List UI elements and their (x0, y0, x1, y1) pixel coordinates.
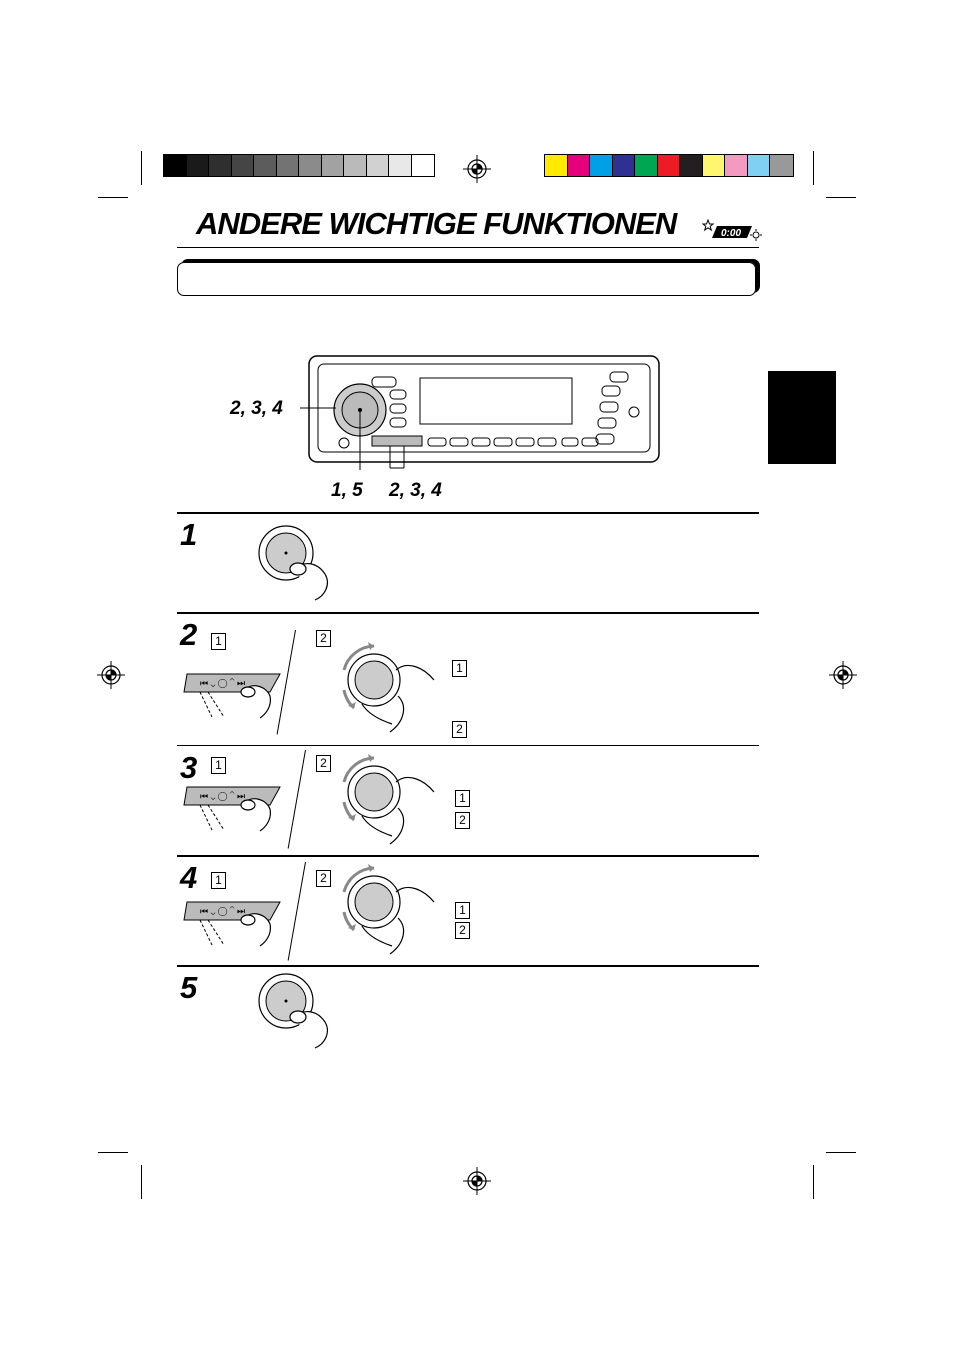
page-title: ANDERE WICHTIGE FUNKTIONEN (196, 206, 677, 241)
clock-display-icon (702, 218, 762, 242)
sub-step-reference: 2 (455, 922, 470, 939)
color-swatch (412, 155, 435, 176)
color-swatch (367, 155, 390, 176)
button-press-illustration (182, 775, 282, 835)
color-swatch (590, 155, 613, 176)
color-swatch (635, 155, 658, 176)
step-divider (177, 745, 759, 746)
step-divider (177, 612, 759, 614)
sub-step-marker: 1 (211, 757, 226, 774)
car-stereo-diagram (300, 350, 665, 470)
sub-step-marker: 1 (211, 633, 226, 650)
crop-mark (98, 197, 128, 198)
color-swatch (703, 155, 726, 176)
callout-select-buttons-steps: 2, 3, 4 (389, 480, 442, 501)
column-divider (288, 750, 306, 849)
color-swatch (658, 155, 681, 176)
color-swatch (209, 155, 232, 176)
registration-mark-icon (829, 661, 857, 689)
crop-mark (826, 197, 856, 198)
color-swatch (277, 155, 300, 176)
color-swatch (164, 155, 187, 176)
title-underline (177, 247, 759, 248)
color-swatch (344, 155, 367, 176)
crop-mark (98, 1152, 128, 1153)
column-divider (288, 862, 306, 961)
svg-text:⏮ ⌄ ◯ ⌃ ⏭: ⏮ ⌄ ◯ ⌃ ⏭ (200, 678, 246, 688)
knob-turn-illustration (334, 862, 444, 962)
step-number: 5 (180, 970, 198, 1005)
callout-knob-steps: 2, 3, 4 (230, 398, 283, 419)
sub-step-marker: 2 (316, 870, 331, 887)
color-swatch (568, 155, 591, 176)
color-swatch (232, 155, 255, 176)
svg-text:⏮ ⌄ ◯ ⌃ ⏭: ⏮ ⌄ ◯ ⌃ ⏭ (200, 791, 246, 801)
knob-press-illustration (255, 522, 335, 602)
registration-mark-icon (463, 1167, 491, 1195)
sub-step-reference: 2 (452, 721, 467, 738)
step-number: 4 (180, 860, 198, 895)
step-number: 2 (180, 617, 198, 652)
knob-turn-illustration (334, 640, 444, 740)
color-swatch (389, 155, 412, 176)
language-side-tab (768, 371, 836, 464)
registration-mark-icon (97, 661, 125, 689)
color-swatch (322, 155, 345, 176)
svg-text:⏮ ⌄ ◯ ⌃ ⏭: ⏮ ⌄ ◯ ⌃ ⏭ (200, 906, 246, 916)
registration-mark-icon (463, 155, 491, 183)
crop-mark (826, 1152, 856, 1153)
sub-step-reference: 1 (452, 660, 467, 677)
sub-step-reference: 2 (455, 812, 470, 829)
step-divider (177, 965, 759, 967)
color-swatch (613, 155, 636, 176)
sub-step-marker: 2 (316, 755, 331, 772)
sub-step-marker: 1 (211, 872, 226, 889)
sub-step-marker: 2 (316, 630, 331, 647)
crop-mark (141, 1165, 142, 1199)
sub-step-reference: 1 (455, 790, 470, 807)
color-swatch (725, 155, 748, 176)
crop-mark (813, 1165, 814, 1199)
color-swatch (299, 155, 322, 176)
step-number: 3 (180, 750, 198, 785)
knob-turn-illustration (334, 752, 444, 852)
button-press-illustration (182, 662, 282, 722)
knob-press-illustration (255, 970, 335, 1050)
clock-display-text: 0:00 (721, 228, 742, 239)
color-swatch (748, 155, 771, 176)
step-number: 1 (180, 517, 198, 552)
color-swatch (770, 155, 793, 176)
section-heading-box (177, 262, 756, 296)
crop-mark (813, 151, 814, 185)
color-swatch (254, 155, 277, 176)
color-swatch (187, 155, 210, 176)
step-divider (177, 855, 759, 857)
crop-mark (141, 151, 142, 185)
button-press-illustration (182, 890, 282, 950)
callout-knob-press-steps: 1, 5 (331, 480, 363, 501)
color-swatch (680, 155, 703, 176)
color-swatch (545, 155, 568, 176)
step-divider (177, 512, 759, 514)
sub-step-reference: 1 (455, 902, 470, 919)
